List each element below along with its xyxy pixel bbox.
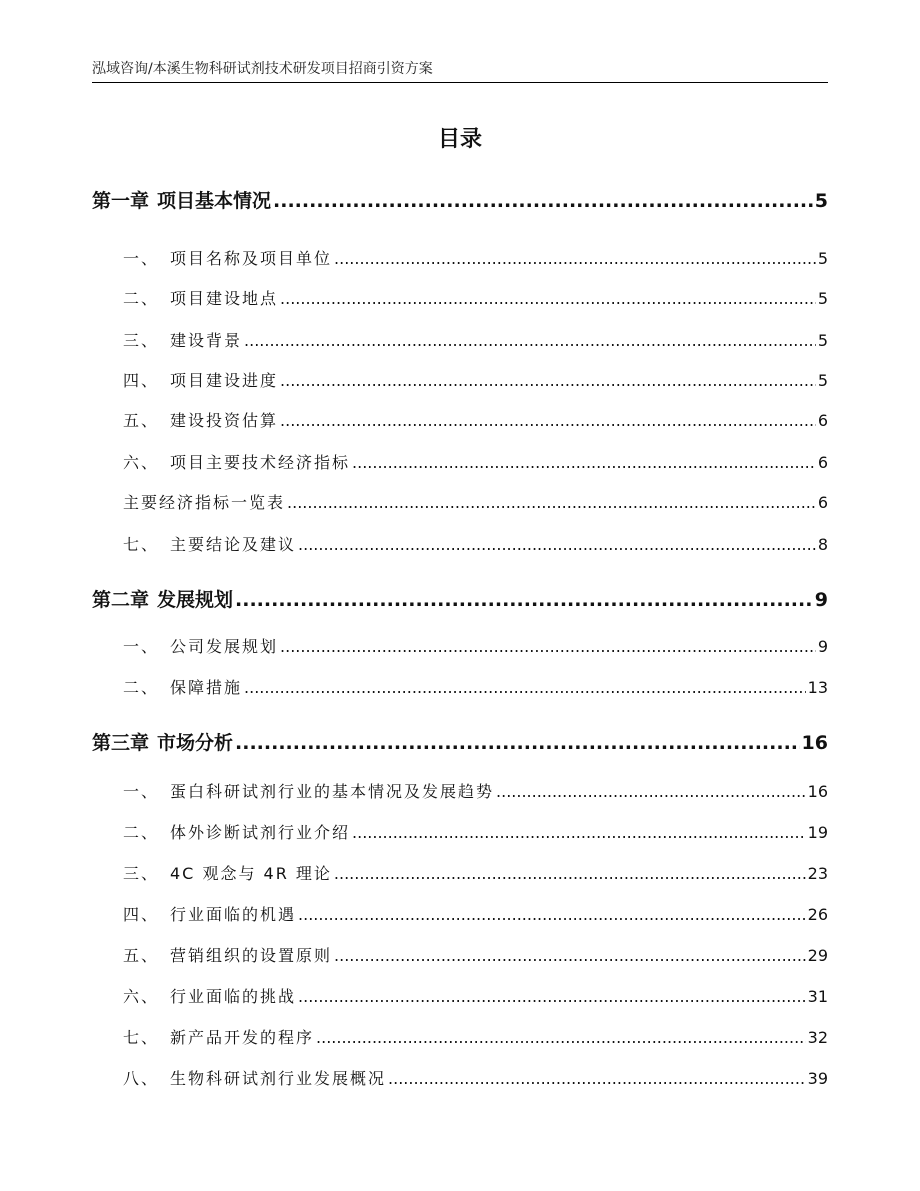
entry-title: 发展规划 [157,589,234,611]
entry-title: 建设背景 [170,331,243,350]
entry-title: 项目名称及项目单位 [170,249,333,268]
page-number: 6 [817,493,828,512]
entry-number: 八、 [123,1069,160,1088]
dot-leader [287,493,816,512]
entry-number: 二、 [123,289,160,308]
page-number: 5 [817,289,828,308]
page-number: 32 [807,1028,828,1047]
toc-section-entry[interactable] [123,368,828,392]
toc-section-entry[interactable] [123,675,828,699]
entry-title: 新产品开发的程序 [170,1028,315,1047]
toc-section-entry[interactable] [123,820,828,844]
toc-section-entry[interactable] [123,634,828,658]
entry-title: 蛋白科研试剂行业的基本情况及发展趋势 [170,782,495,801]
dot-leader [298,987,806,1006]
page-number: 23 [807,864,828,883]
toc-section-entry[interactable] [123,328,828,352]
toc-chapter-entry[interactable] [92,186,828,210]
entry-title: 体外诊断试剂行业介绍 [170,823,351,842]
dot-leader [298,905,806,924]
entry-title: 市场分析 [157,732,234,754]
toc-section-entry[interactable] [123,408,828,432]
page-number: 8 [817,535,828,554]
page-number: 9 [817,637,828,656]
dot-leader [334,249,816,268]
entry-number: 七、 [123,535,160,554]
page-number: 5 [817,331,828,350]
page-number: 31 [807,987,828,1006]
entry-number: 一、 [123,249,160,268]
toc-section-entry[interactable] [123,532,828,556]
entry-title: 项目主要技术经济指标 [170,453,351,472]
entry-number: 四、 [123,905,160,924]
entry-number: 第三章 [92,732,150,754]
page-number: 26 [807,905,828,924]
toc-section-entry[interactable] [123,1025,828,1049]
dot-leader [280,411,816,430]
entry-number: 三、 [123,864,160,883]
entry-title: 项目建设地点 [170,289,279,308]
entry-number: 五、 [123,946,160,965]
entry-number: 第二章 [92,589,150,611]
entry-title: 保障措施 [170,678,243,697]
page-number: 13 [807,678,828,697]
entry-number: 一、 [123,637,160,656]
entry-title: 项目建设进度 [170,371,279,390]
entry-number: 四、 [123,371,160,390]
entry-title: 行业面临的挑战 [170,987,297,1006]
page-number: 39 [807,1069,828,1088]
dot-leader [280,289,816,308]
page-number: 9 [814,589,828,611]
toc-section-entry[interactable] [123,1066,828,1090]
toc-section-entry[interactable] [123,450,828,474]
entry-number: 七、 [123,1028,160,1047]
toc-chapter-entry[interactable] [92,585,828,609]
page-number: 19 [807,823,828,842]
toc-section-entry[interactable] [123,490,828,514]
entry-number: 第一章 [92,190,150,212]
dot-leader [235,589,813,611]
page-number: 6 [817,453,828,472]
page-number: 5 [817,371,828,390]
entry-number: 三、 [123,331,160,350]
dot-leader [280,371,816,390]
dot-leader [298,535,816,554]
dot-leader [235,732,800,754]
dot-leader [352,453,816,472]
entry-title: 营销组织的设置原则 [170,946,333,965]
entry-number: 二、 [123,678,160,697]
page-number: 29 [807,946,828,965]
entry-title: 建设投资估算 [170,411,279,430]
toc-section-entry[interactable] [123,861,828,885]
page-number: 5 [814,190,828,212]
dot-leader [244,678,806,697]
dot-leader [388,1069,806,1088]
toc-title: 目录 [437,127,482,152]
dot-leader [334,864,806,883]
running-header: 泓域咨询/本溪生物科研试剂技术研发项目招商引资方案 [92,61,433,77]
header-divider [92,82,828,83]
page-number: 16 [801,732,828,754]
toc-section-entry[interactable] [123,246,828,270]
entry-number: 六、 [123,453,160,472]
page-number: 6 [817,411,828,430]
entry-title: 公司发展规划 [170,637,279,656]
dot-leader [273,190,813,212]
entry-title: 4C 观念与 4R 理论 [170,864,332,883]
page-number: 16 [807,782,828,801]
entry-title: 生物科研试剂行业发展概况 [170,1069,387,1088]
page-number: 5 [817,249,828,268]
toc-section-entry[interactable] [123,286,828,310]
toc-section-entry[interactable] [123,984,828,1008]
dot-leader [316,1028,806,1047]
entry-number: 一、 [123,782,160,801]
dot-leader [334,946,806,965]
dot-leader [496,782,806,801]
toc-section-entry[interactable] [123,943,828,967]
toc-chapter-entry[interactable] [92,728,828,752]
dot-leader [352,823,806,842]
entry-title: 行业面临的机遇 [170,905,297,924]
toc-section-entry[interactable] [123,902,828,926]
entry-number: 二、 [123,823,160,842]
entry-title: 项目基本情况 [157,190,272,212]
entry-number: 六、 [123,987,160,1006]
entry-title: 主要经济指标一览表 [123,493,286,512]
dot-leader [244,331,816,350]
entry-title: 主要结论及建议 [170,535,297,554]
entry-number: 五、 [123,411,160,430]
toc-section-entry[interactable] [123,779,828,803]
dot-leader [280,637,816,656]
